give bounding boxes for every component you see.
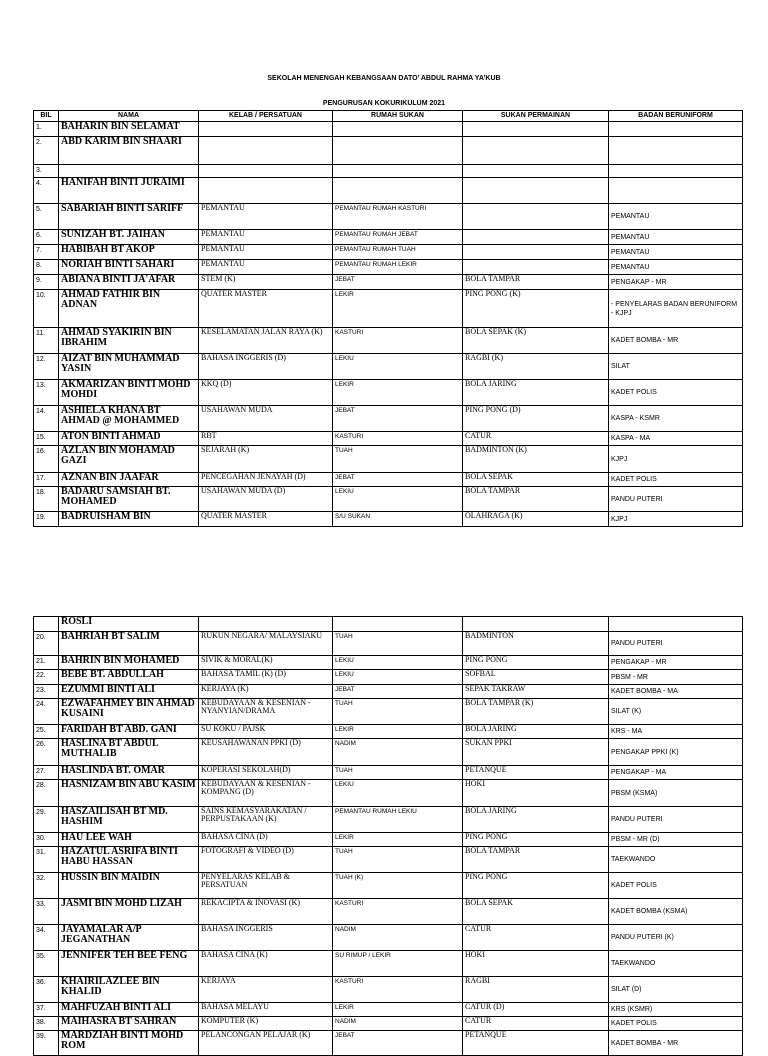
- cell-badan: PEMANTAU: [609, 204, 743, 230]
- cell-rumah: TUAH: [333, 766, 463, 780]
- cell-bil: 9.: [34, 275, 59, 290]
- cell-sukan: SEPAK TAKRAW: [463, 685, 609, 699]
- cell-kelab: KOMPUTER (K): [199, 1017, 333, 1031]
- table-row: [34, 699, 743, 725]
- cell-kelab: BAHASA MELAYU: [199, 1003, 333, 1017]
- cell-nama: BAHRIAH BT SALIM: [59, 632, 199, 656]
- cell-rumah: KASTURI: [333, 899, 463, 925]
- cell-kelab: PEMANTAU: [199, 230, 333, 245]
- cell-kelab: KEBUDAYAAN & KESENIAN - KOMPANG (D): [199, 780, 333, 807]
- cell-bil: 32.: [34, 873, 59, 899]
- table-row: [34, 487, 743, 512]
- table-row: [34, 1003, 743, 1017]
- cell-kelab: KESELAMATAN JALAN RAYA (K): [199, 328, 333, 354]
- cocurricular-table-page-2: [33, 616, 743, 1056]
- cell-rumah: PEMANTAU RUMAH JEBAT: [333, 230, 463, 245]
- header-kelab: KELAB / PERSATUAN: [199, 111, 333, 122]
- table-row: [34, 670, 743, 685]
- cell-bil: 3.: [34, 165, 59, 178]
- cell-rumah: JEBAT: [333, 685, 463, 699]
- cell-nama: BADARU SAMSIAH BT. MOHAMED: [59, 487, 199, 512]
- cell-kelab: SEJARAH (K): [199, 446, 333, 473]
- cell-nama: ROSLI: [59, 617, 199, 632]
- header-sukan-permainan: SUKAN PERMAINAN: [463, 111, 609, 122]
- table-row: [34, 873, 743, 899]
- cell-badan: PANDU PUTERI: [609, 487, 743, 512]
- cell-bil: 13.: [34, 380, 59, 406]
- cell-bil: 38.: [34, 1017, 59, 1031]
- cell-badan: [609, 137, 743, 165]
- cell-rumah: [333, 178, 463, 204]
- cell-rumah: LEKIR: [333, 1003, 463, 1017]
- cell-badan: PBSM - MR (D): [609, 833, 743, 847]
- cell-nama: AZNAN BIN JAAFAR: [59, 473, 199, 487]
- table-row: [34, 512, 743, 527]
- cell-nama: JASMI BIN MOHD LIZAH: [59, 899, 199, 925]
- cell-badan: KADET POLIS: [609, 380, 743, 406]
- cell-sukan: SUKAN PPKI: [463, 739, 609, 766]
- cell-sukan: PING PONG (D): [463, 406, 609, 432]
- cell-kelab: KKQ (D): [199, 380, 333, 406]
- table-row: [34, 725, 743, 739]
- cell-badan: PANDU PUTERI: [609, 632, 743, 656]
- cell-nama: HASNIZAM BIN ABU KASIM: [59, 780, 199, 807]
- cell-kelab: USAHAWAN MUDA (D): [199, 487, 333, 512]
- cell-kelab: [199, 122, 333, 137]
- cell-badan: KADET POLIS: [609, 1017, 743, 1031]
- cell-sukan: BOLA JARING: [463, 380, 609, 406]
- cell-sukan: HOKI: [463, 780, 609, 807]
- cell-nama: BEBE BT. ABDULLAH: [59, 670, 199, 685]
- cell-kelab: KERJAYA: [199, 977, 333, 1003]
- cell-sukan: BOLA SEPAK (K): [463, 328, 609, 354]
- cell-kelab: KERJAYA (K): [199, 685, 333, 699]
- cell-bil: 17.: [34, 473, 59, 487]
- cell-rumah: NADIM: [333, 925, 463, 951]
- table-row: [34, 275, 743, 290]
- cell-kelab: PENYELARAS KELAB & PERSATUAN: [199, 873, 333, 899]
- cell-kelab: SU KOKU / PAJSK: [199, 725, 333, 739]
- cell-bil: 4.: [34, 178, 59, 204]
- cell-bil: 36.: [34, 977, 59, 1003]
- table-row: [34, 328, 743, 354]
- cell-sukan: PING PONG (K): [463, 290, 609, 328]
- cell-rumah: LEKIU: [333, 487, 463, 512]
- cell-badan: PEMANTAU: [609, 230, 743, 245]
- cell-sukan: BOLA JARING: [463, 725, 609, 739]
- cell-badan: KJPJ: [609, 512, 743, 527]
- cell-nama: ATON BINTI AHMAD: [59, 432, 199, 446]
- cell-bil: 25.: [34, 725, 59, 739]
- cell-badan: SILAT (K): [609, 699, 743, 725]
- cell-bil: 18.: [34, 487, 59, 512]
- cell-bil: 30.: [34, 833, 59, 847]
- cell-rumah: TUAH: [333, 632, 463, 656]
- cell-rumah: TUAH: [333, 699, 463, 725]
- cell-rumah: JEBAT: [333, 1031, 463, 1056]
- cell-kelab: [199, 617, 333, 632]
- cell-sukan: BOLA TAMPAR (K): [463, 699, 609, 725]
- header-badan-beruniform: BADAN BERUNIFORM: [609, 111, 743, 122]
- cell-badan: - PENYELARAS BADAN BERUNIFORM - KJPJ: [609, 290, 743, 328]
- cell-badan: PENGAKAP - MR: [609, 656, 743, 670]
- cell-kelab: FOTOGRAFI & VIDEO (D): [199, 847, 333, 873]
- cell-sukan: CATUR: [463, 1017, 609, 1031]
- cell-badan: KJPJ: [609, 446, 743, 473]
- cell-sukan: HOKI: [463, 951, 609, 977]
- cell-bil: 19.: [34, 512, 59, 527]
- cell-kelab: BAHASA CINA (D): [199, 833, 333, 847]
- cell-badan: KASPA - MA: [609, 432, 743, 446]
- cell-sukan: BOLA TAMPAR: [463, 847, 609, 873]
- cell-sukan: CATUR (D): [463, 1003, 609, 1017]
- cell-bil: 35.: [34, 951, 59, 977]
- cell-nama: AHMAD SYAKIRIN BIN IBRAHIM: [59, 328, 199, 354]
- table-row: [34, 739, 743, 766]
- cell-badan: KADET BOMBA - MR: [609, 1031, 743, 1056]
- cell-bil: 21.: [34, 656, 59, 670]
- cell-kelab: BAHASA TAMIL (K) (D): [199, 670, 333, 685]
- cell-rumah: KASTURI: [333, 977, 463, 1003]
- cell-kelab: [199, 165, 333, 178]
- cell-nama: MAIHASRA BT SAHRAN: [59, 1017, 199, 1031]
- cell-bil: 15.: [34, 432, 59, 446]
- cell-rumah: TUAH: [333, 446, 463, 473]
- cell-rumah: NADIM: [333, 1017, 463, 1031]
- cell-badan: KADET BOMBA (KSMA): [609, 899, 743, 925]
- cell-sukan: [463, 122, 609, 137]
- cell-rumah: KASTURI: [333, 432, 463, 446]
- cell-nama: MARDZIAH BINTI MOHD ROM: [59, 1031, 199, 1056]
- cell-nama: HAU LEE WAH: [59, 833, 199, 847]
- cell-kelab: USAHAWAN MUDA: [199, 406, 333, 432]
- cell-badan: PENGAKAP - MR: [609, 275, 743, 290]
- cell-kelab: PEMANTAU: [199, 204, 333, 230]
- cell-nama: EZUMMI BINTI ALI: [59, 685, 199, 699]
- cell-badan: SILAT: [609, 354, 743, 380]
- cell-sukan: PING PONG: [463, 833, 609, 847]
- cell-bil: 39.: [34, 1031, 59, 1056]
- cell-badan: KRS (KSMR): [609, 1003, 743, 1017]
- cell-rumah: [333, 137, 463, 165]
- cell-bil: 11.: [34, 328, 59, 354]
- cell-bil: 33.: [34, 899, 59, 925]
- cell-rumah: JEBAT: [333, 473, 463, 487]
- cell-badan: KADET POLIS: [609, 473, 743, 487]
- cell-sukan: [463, 230, 609, 245]
- table-row: [34, 406, 743, 432]
- table-row: [34, 951, 743, 977]
- cell-badan: PENGAKAP PPKI (K): [609, 739, 743, 766]
- cell-sukan: [463, 204, 609, 230]
- cell-sukan: BADMINTON (K): [463, 446, 609, 473]
- cell-sukan: SOFBAL: [463, 670, 609, 685]
- cell-sukan: BOLA JARING: [463, 807, 609, 833]
- table-row: [34, 432, 743, 446]
- table-row: [34, 137, 743, 165]
- cell-bil: 5.: [34, 204, 59, 230]
- cell-nama: BAHRIN BIN MOHAMED: [59, 656, 199, 670]
- cell-bil: 7.: [34, 245, 59, 260]
- table-row: [34, 977, 743, 1003]
- cell-bil: 12.: [34, 354, 59, 380]
- cell-kelab: RBT: [199, 432, 333, 446]
- table-row: [34, 766, 743, 780]
- table-row: [34, 656, 743, 670]
- cell-kelab: SIVIK & MORAL(K): [199, 656, 333, 670]
- cell-badan: PBSM (KSMA): [609, 780, 743, 807]
- table-row: [34, 230, 743, 245]
- cell-nama: ABIANA BINTI JA'AFAR: [59, 275, 199, 290]
- cell-badan: [609, 178, 743, 204]
- cell-bil: 8.: [34, 260, 59, 275]
- cell-bil: 22.: [34, 670, 59, 685]
- table-row: [34, 632, 743, 656]
- cell-nama: ABD KARIM BIN SHAARI: [59, 137, 199, 165]
- cell-kelab: BAHASA INGGERIS: [199, 925, 333, 951]
- cell-badan: [609, 165, 743, 178]
- cell-rumah: NADIM: [333, 739, 463, 766]
- table-row: [34, 380, 743, 406]
- cell-nama: SABARIAH BINTI SARIFF: [59, 204, 199, 230]
- table-row: [34, 899, 743, 925]
- table-row: [34, 617, 743, 632]
- cell-sukan: [463, 165, 609, 178]
- cell-badan: KASPA - KSMR: [609, 406, 743, 432]
- cell-rumah: PEMANTAU RUMAH LEKIR: [333, 260, 463, 275]
- cell-rumah: SU RIMUP / LEKIR: [333, 951, 463, 977]
- cell-nama: AHMAD FATHIR BIN ADNAN: [59, 290, 199, 328]
- cell-bil: 2.: [34, 137, 59, 165]
- cell-bil: 24.: [34, 699, 59, 725]
- cell-badan: [609, 617, 743, 632]
- cell-badan: SILAT (D): [609, 977, 743, 1003]
- cell-rumah: [333, 617, 463, 632]
- cell-rumah: LEKIR: [333, 725, 463, 739]
- cell-bil: 29.: [34, 807, 59, 833]
- cell-sukan: RAGBI: [463, 977, 609, 1003]
- table-row: [34, 122, 743, 137]
- cell-sukan: RAGBI (K): [463, 354, 609, 380]
- cell-rumah: LEKIU: [333, 780, 463, 807]
- cell-nama: SUNIZAH BT. JAIHAN: [59, 230, 199, 245]
- cell-kelab: RUKUN NEGARA/ MALAYSIAKU: [199, 632, 333, 656]
- cell-nama: HASZAILISAH BT MD. HASHIM: [59, 807, 199, 833]
- cell-bil: 31.: [34, 847, 59, 873]
- table-row: [34, 847, 743, 873]
- table-row: [34, 446, 743, 473]
- header-nama: NAMA: [59, 111, 199, 122]
- cell-rumah: LEKIR: [333, 290, 463, 328]
- cell-kelab: REKACIPTA & INOVASI (K): [199, 899, 333, 925]
- cell-nama: MAHFUZAH BINTI ALI: [59, 1003, 199, 1017]
- cell-badan: PBSM - MR: [609, 670, 743, 685]
- table-row: [34, 807, 743, 833]
- cell-sukan: CATUR: [463, 432, 609, 446]
- cell-rumah: LEKIU: [333, 656, 463, 670]
- cell-nama: HANIFAH BINTI JURAIMI: [59, 178, 199, 204]
- cell-nama: JAYAMALAR A/P JEGANATHAN: [59, 925, 199, 951]
- table-row: [34, 833, 743, 847]
- cell-bil: 20.: [34, 632, 59, 656]
- cell-nama: KHAIRILAZLEE BIN KHALID: [59, 977, 199, 1003]
- cell-rumah: LEKIU: [333, 354, 463, 380]
- cell-kelab: [199, 178, 333, 204]
- cell-bil: 1.: [34, 122, 59, 137]
- header-rumah-sukan: RUMAH SUKAN: [333, 111, 463, 122]
- cell-sukan: PETANQUE: [463, 766, 609, 780]
- cell-bil: 6.: [34, 230, 59, 245]
- cell-sukan: PING PONG: [463, 656, 609, 670]
- cell-badan: [609, 122, 743, 137]
- table-header-row: [34, 111, 743, 122]
- cell-nama: ASHIELA KHANA BT AHMAD @ MOHAMMED: [59, 406, 199, 432]
- cell-sukan: BADMINTON: [463, 632, 609, 656]
- cocurricular-table-page-1: [33, 110, 743, 527]
- cell-rumah: PEMANTAU RUMAH TUAH: [333, 245, 463, 260]
- cell-kelab: SAINS KEMASYARAKATAN / PERPUSTAKAAN (K): [199, 807, 333, 833]
- cell-badan: PENGAKAP - MA: [609, 766, 743, 780]
- cell-bil: 27.: [34, 766, 59, 780]
- cell-rumah: JEBAT: [333, 275, 463, 290]
- header-bil: BIL: [34, 111, 59, 122]
- cell-nama: FARIDAH BT ABD. GANI: [59, 725, 199, 739]
- table-row: [34, 1031, 743, 1056]
- table-row: [34, 685, 743, 699]
- cell-badan: PANDU PUTERI (K): [609, 925, 743, 951]
- cell-nama: HAZATUL ASRIFA BINTI HABU HASSAN: [59, 847, 199, 873]
- cell-nama: NORIAH BINTI SAHARI: [59, 260, 199, 275]
- cell-kelab: BAHASA INGGERIS (D): [199, 354, 333, 380]
- cell-kelab: STEM (K): [199, 275, 333, 290]
- cell-kelab: [199, 137, 333, 165]
- cell-bil: 34.: [34, 925, 59, 951]
- cell-bil: 16.: [34, 446, 59, 473]
- cell-sukan: BOLA TAMPAR: [463, 275, 609, 290]
- table-row: [34, 780, 743, 807]
- cell-rumah: JEBAT: [333, 406, 463, 432]
- cell-sukan: [463, 245, 609, 260]
- cell-nama: HUSSIN BIN MAIDIN: [59, 873, 199, 899]
- cell-kelab: BAHASA CINA (K): [199, 951, 333, 977]
- cell-rumah: PEMANTAU RUMAH KASTURI: [333, 204, 463, 230]
- school-title: SEKOLAH MENENGAH KEBANGSAAN DATO’ ABDUL RAHMA YA’KUB: [267, 75, 501, 82]
- cell-kelab: KEBUDAYAAN & KESENIAN - NYANYIAN/DRAMA: [199, 699, 333, 725]
- cell-nama: EZWAFAHMEY BIN AHMAD KUSAINI: [59, 699, 199, 725]
- cell-rumah: LEKIR: [333, 833, 463, 847]
- document-subtitle: PENGURUSAN KOKURIKULUM 2021: [322, 100, 446, 107]
- cell-rumah: LEKIU: [333, 670, 463, 685]
- cell-badan: PEMANTAU: [609, 245, 743, 260]
- cell-sukan: [463, 137, 609, 165]
- cell-bil: 26.: [34, 739, 59, 766]
- cell-rumah: TUAH (K): [333, 873, 463, 899]
- cell-rumah: PEMANTAU RUMAH LEKIU: [333, 807, 463, 833]
- cell-badan: PANDU PUTERI: [609, 807, 743, 833]
- cell-kelab: PELANCONGAN PELAJAR (K): [199, 1031, 333, 1056]
- cell-sukan: PETANQUE: [463, 1031, 609, 1056]
- cell-nama: AKMARIZAN BINTI MOHD MOHDI: [59, 380, 199, 406]
- cell-nama: HABIBAH BT AKOP: [59, 245, 199, 260]
- table-row: [34, 473, 743, 487]
- cell-bil: 23.: [34, 685, 59, 699]
- cell-kelab: PEMANTAU: [199, 260, 333, 275]
- cell-badan: KADET POLIS: [609, 873, 743, 899]
- cell-badan: KRS - MA: [609, 725, 743, 739]
- cell-kelab: QUATER MASTER: [199, 512, 333, 527]
- cell-sukan: BOLA TAMPAR: [463, 487, 609, 512]
- cell-nama: BADRUISHAM BIN: [59, 512, 199, 527]
- cell-sukan: [463, 617, 609, 632]
- cell-bil: [34, 617, 59, 632]
- cell-nama: HASLINA BT ABDUL MUTHALIB: [59, 739, 199, 766]
- cell-sukan: PING PONG: [463, 873, 609, 899]
- cell-rumah: S/U SUKAN: [333, 512, 463, 527]
- cell-kelab: PEMANTAU: [199, 245, 333, 260]
- table-row: [34, 354, 743, 380]
- table-row: [34, 165, 743, 178]
- table-row: [34, 260, 743, 275]
- cell-badan: KADET BOMBA - MA: [609, 685, 743, 699]
- cell-nama: HASLINDA BT. OMAR: [59, 766, 199, 780]
- cell-nama: JENNIFER TEH BEE FENG: [59, 951, 199, 977]
- cell-sukan: CATUR: [463, 925, 609, 951]
- cell-rumah: [333, 165, 463, 178]
- cell-kelab: PENCEGAHAN JENAYAH (D): [199, 473, 333, 487]
- table-row: [34, 925, 743, 951]
- cell-bil: 14.: [34, 406, 59, 432]
- cell-nama: BAHARIN BIN SELAMAT: [59, 122, 199, 137]
- cell-nama: AIZAT BIN MUHAMMAD YASIN: [59, 354, 199, 380]
- cell-rumah: KASTURI: [333, 328, 463, 354]
- table-row: [34, 204, 743, 230]
- cell-badan: KADET BOMBA - MR: [609, 328, 743, 354]
- cell-sukan: BOLA SEPAK: [463, 473, 609, 487]
- cell-badan: TAEKWANDO: [609, 847, 743, 873]
- table-row: [34, 178, 743, 204]
- cell-kelab: KEUSAHAWANAN PPKI (D): [199, 739, 333, 766]
- cell-sukan: [463, 178, 609, 204]
- cell-kelab: KOPERASI SEKOLAH(D): [199, 766, 333, 780]
- cell-bil: 28.: [34, 780, 59, 807]
- cell-rumah: LEKIR: [333, 380, 463, 406]
- cell-badan: TAEKWANDO: [609, 951, 743, 977]
- cell-kelab: QUATER MASTER: [199, 290, 333, 328]
- table-row: [34, 290, 743, 328]
- cell-nama: AZLAN BIN MOHAMAD GAZI: [59, 446, 199, 473]
- table-row: [34, 245, 743, 260]
- cell-sukan: OLAHRAGA (K): [463, 512, 609, 527]
- cell-rumah: TUAH: [333, 847, 463, 873]
- cell-bil: 37.: [34, 1003, 59, 1017]
- cell-sukan: [463, 260, 609, 275]
- cell-sukan: BOLA SEPAK: [463, 899, 609, 925]
- cell-nama: [59, 165, 199, 178]
- cell-rumah: [333, 122, 463, 137]
- cell-bil: 10.: [34, 290, 59, 328]
- cell-badan: PEMANTAU: [609, 260, 743, 275]
